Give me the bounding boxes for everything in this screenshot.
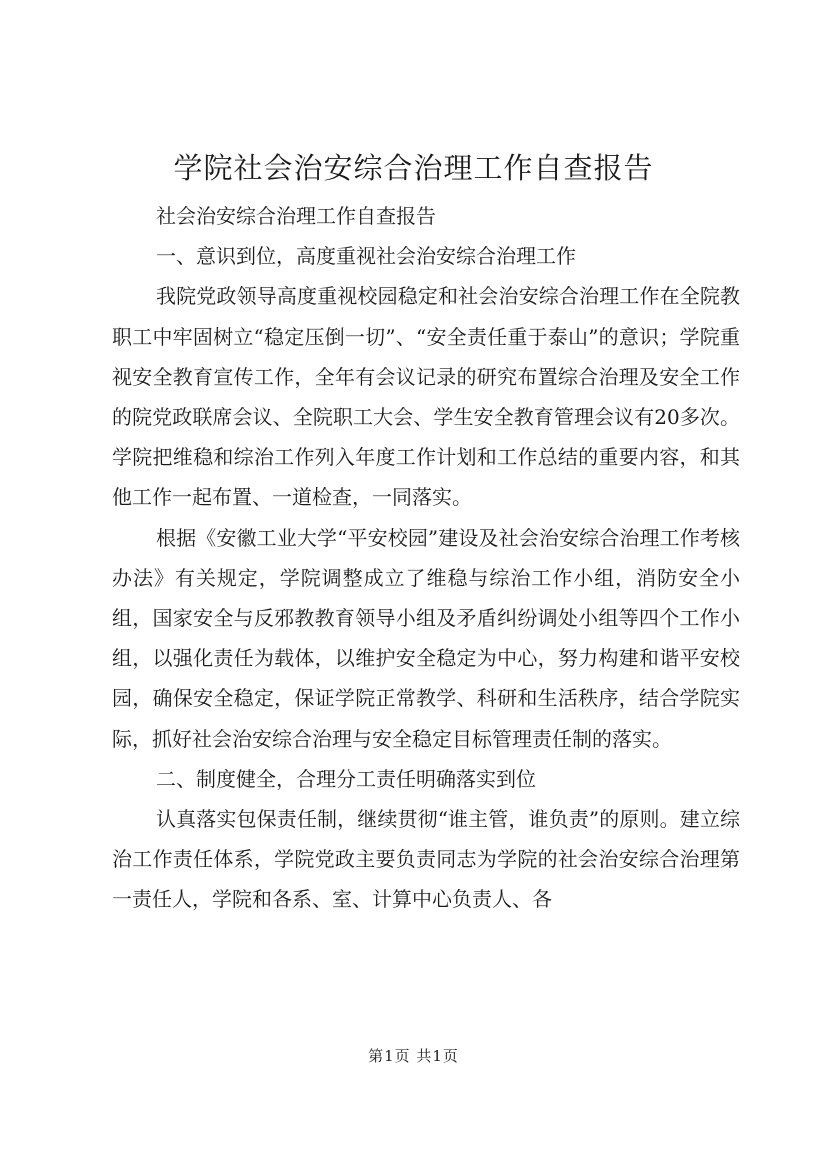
page-footer: 第1页 共1页	[368, 1047, 459, 1065]
body-paragraph-1: 我院党政领导高度重视校园稳定和社会治安综合治理工作在全院教职工中牢固树立“稳定压倒一切”、“安全责任重于泰山”的意识；学院重视安全教育宣传工作，全年有会议记录的研究布置综合治理及安全工作的院党政联席会议、全院职工大会、学生安全教育管理会议有20多次。学院把维稳和综治工作列入年度工作计划和工作总结的重要内容，和其他工作一起布置、一道检查，一同落实。	[112, 284, 740, 510]
document-title: 学院社会治安综合治理工作自查报告	[173, 151, 654, 185]
body-paragraph-3: 认真落实包保责任制，继续贯彻“谁主管，谁负责”的原则。建立综治工作责任体系，学院党政主要负责同志为学院的社会治安综合治理第一责任人，学院和各系、室、计算中心负责人、各	[112, 807, 740, 912]
section-heading-2: 二、制度健全，合理分工责任明确落实到位	[156, 766, 536, 791]
body-paragraph-2: 根据《安徽工业大学“平安校园”建设及社会治安综合治理工作考核办法》有关规定，学院调整成立了维稳与综治工作小组，消防安全小组，国家安全与反邪教教育领导小组及矛盾纠纷调处小组等四个工作小组，以强化责任为载体，以维护安全稳定为中心，努力构建和谐平安校园，确保安全稳定，保证学院正常教学、科研和生活秩序，结合学院实际，抓好社会治安综合治理与安全稳定目标管理责任制的落实。	[112, 525, 740, 751]
document-body	[112, 196, 740, 920]
subtitle-paragraph: 社会治安综合治理工作自查报告	[156, 204, 436, 228]
section-heading-1: 一、意识到位，高度重视社会治安综合治理工作	[156, 244, 576, 269]
